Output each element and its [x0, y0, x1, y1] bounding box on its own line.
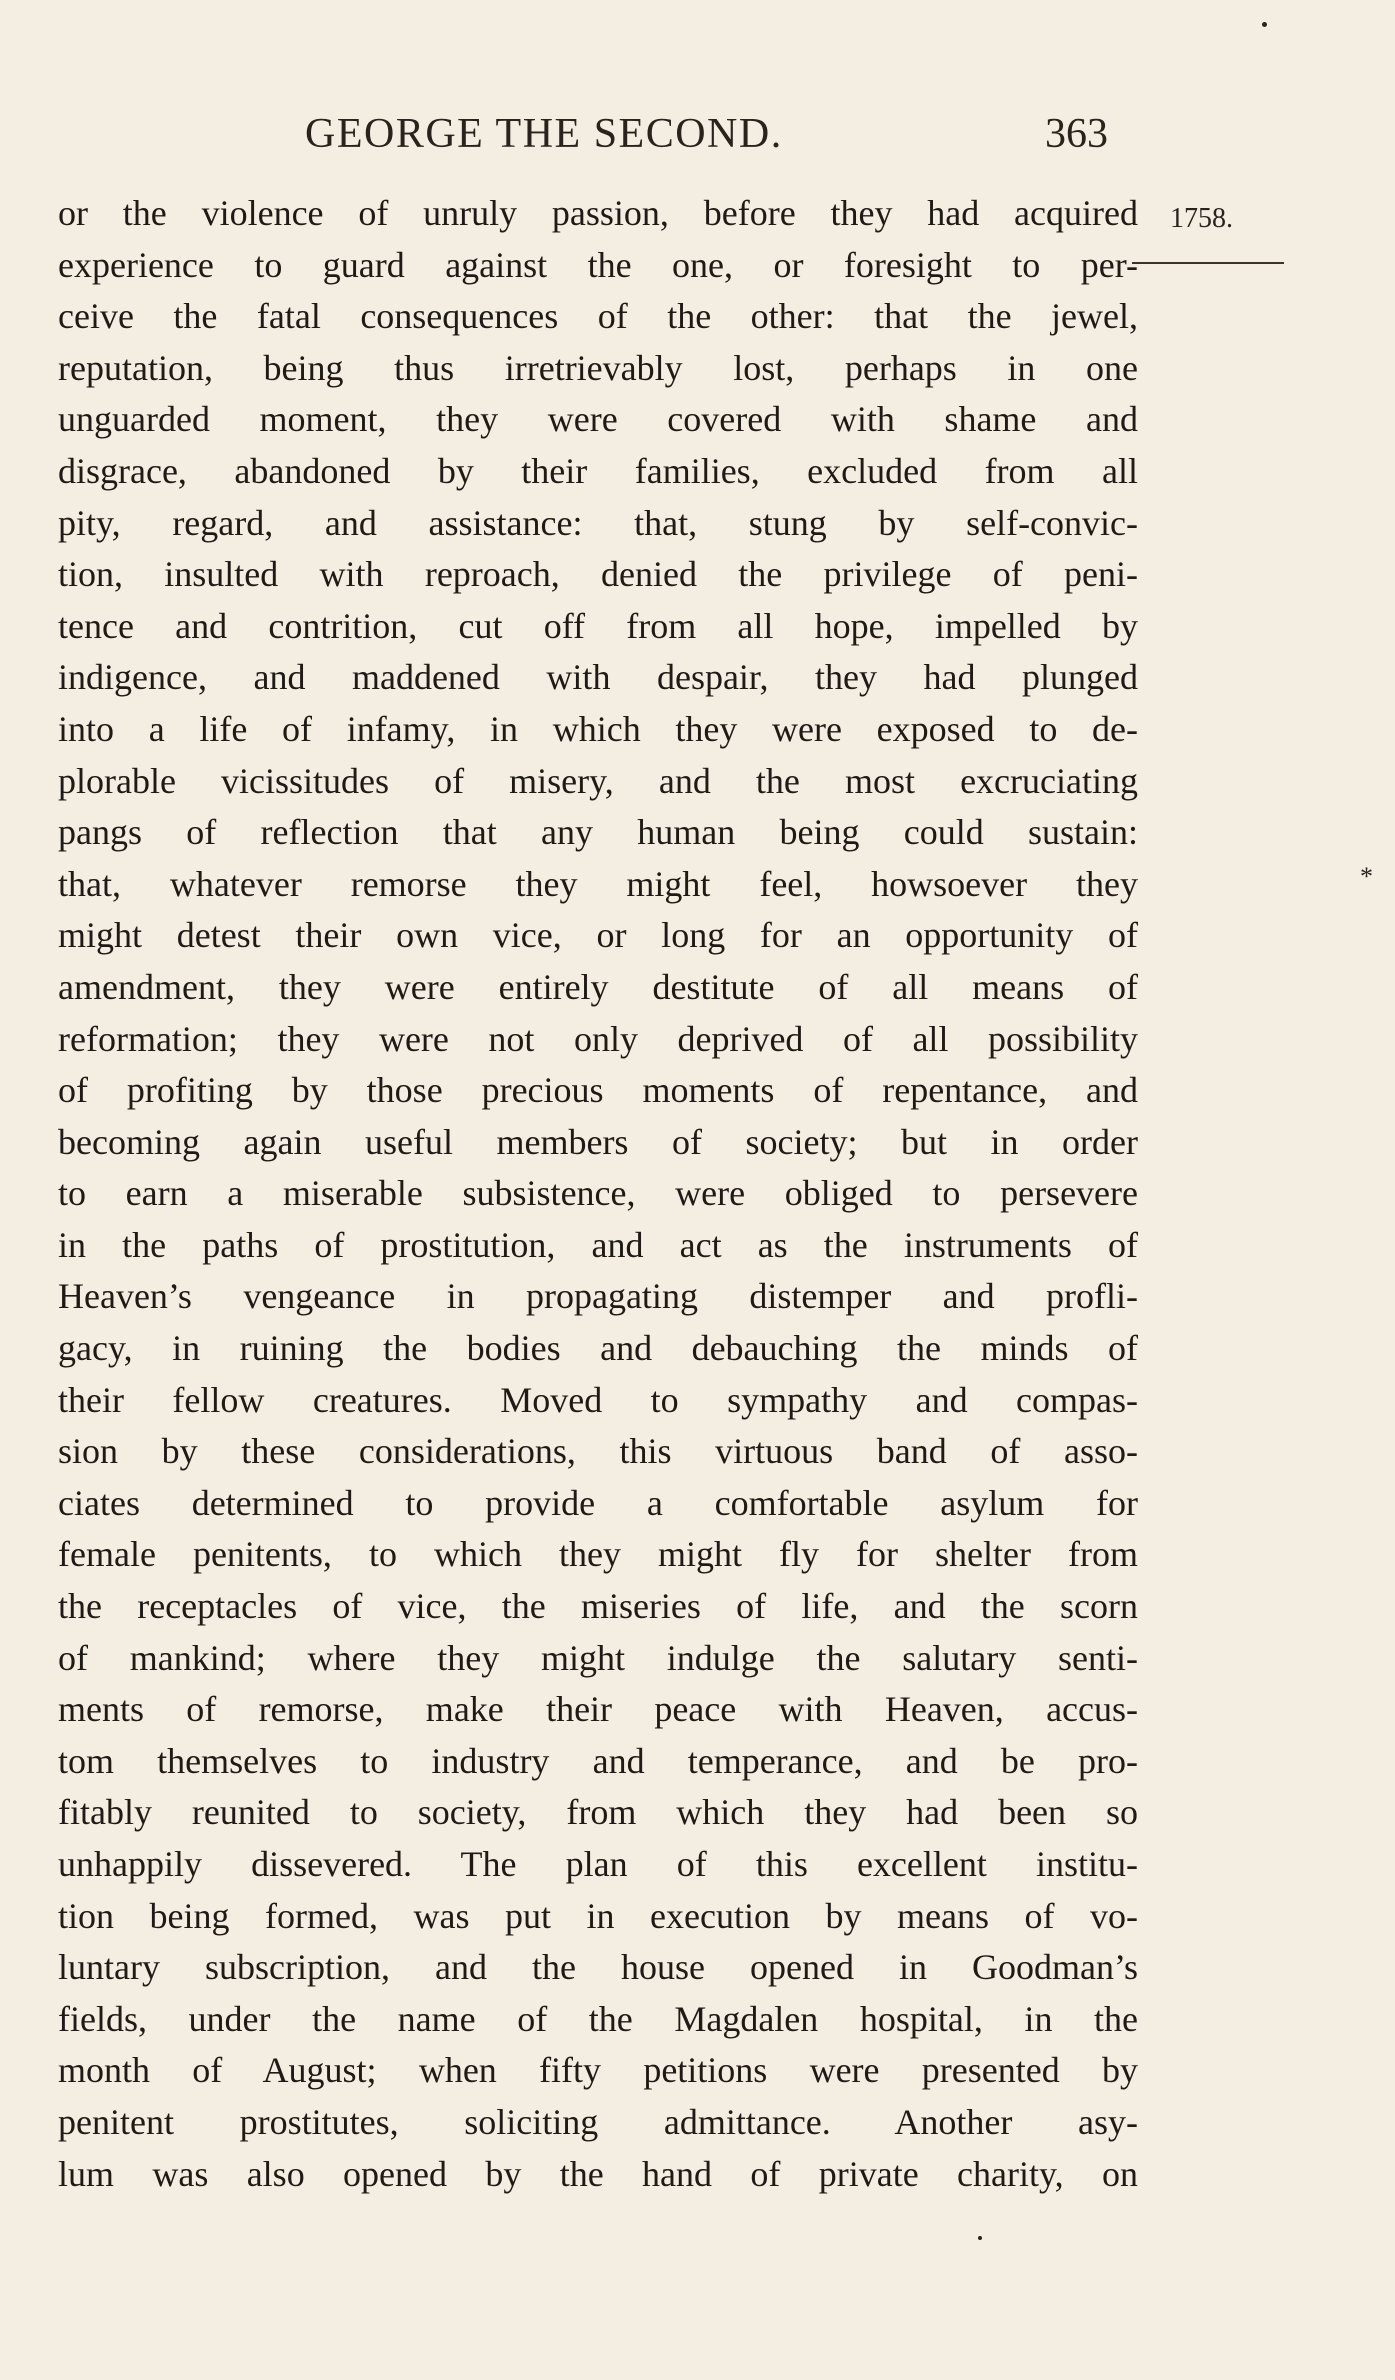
text-line: tion, insulted with reproach, denied the privilege of peni-	[58, 554, 1138, 595]
text-line: reformation; they were not only deprived of all possibility	[58, 1018, 1138, 1059]
text-line: indigence, and maddened with despair, they had plunged	[58, 657, 1138, 698]
text-line: sion by these considerations, this virtuous band of asso-	[58, 1431, 1138, 1472]
page-number: 363	[1045, 111, 1108, 157]
text-line: tion being formed, was put in execution by means of vo-	[58, 1895, 1138, 1936]
text-line: Heaven’s vengeance in propagating distemper and profli-	[58, 1276, 1138, 1317]
text-line: becoming again useful members of society; but in order	[58, 1121, 1138, 1162]
text-line: fields, under the name of the Magdalen hospital, in the	[58, 1998, 1138, 2039]
ink-speck	[1262, 22, 1267, 27]
text-line: fitably reunited to society, from which they had been so	[58, 1792, 1138, 1833]
text-line: ciates determined to provide a comfortable asylum for	[58, 1482, 1138, 1523]
text-line: might detest their own vice, or long for an opportunity of	[58, 915, 1138, 956]
text-line: penitent prostitutes, soliciting admittance. Another asy-	[58, 2101, 1138, 2142]
text-line: or the violence of unruly passion, before they had acquired	[58, 193, 1138, 233]
text-line: ments of remorse, make their peace with Heaven, accus-	[58, 1689, 1138, 1730]
text-line: disgrace, abandoned by their families, excluded from all	[58, 450, 1138, 491]
text-line: pity, regard, and assistance: that, stung by self-convic-	[58, 502, 1138, 543]
text-line: month of August; when fifty petitions were presented by	[58, 2050, 1138, 2091]
text-line: in the paths of prostitution, and act as the instruments of	[58, 1224, 1138, 1265]
text-line: that, whatever remorse they might feel, howsoever they	[58, 863, 1138, 904]
running-title: GEORGE THE SECOND.	[305, 111, 783, 157]
margin-mark: *	[1360, 862, 1373, 891]
text-line: into a life of infamy, in which they were exposed to de-	[58, 708, 1138, 749]
text-line: tence and contrition, cut off from all hope, impelled by	[58, 605, 1138, 646]
body-text	[58, 188, 1138, 2200]
text-line: of profiting by those precious moments of repentance, and	[58, 1070, 1138, 1111]
margin-year-note: 1758.	[1170, 203, 1233, 234]
text-line: amendment, they were entirely destitute of all means of	[58, 966, 1138, 1007]
text-line: pangs of reflection that any human being could sustain:	[58, 812, 1138, 853]
text-line: their fellow creatures. Moved to sympathy and compas-	[58, 1379, 1138, 1420]
text-line: female penitents, to which they might fly for shelter from	[58, 1534, 1138, 1575]
text-line: gacy, in ruining the bodies and debauching the minds of	[58, 1328, 1138, 1369]
text-line: the receptacles of vice, the miseries of life, and the scorn	[58, 1586, 1138, 1627]
ink-speck	[978, 2236, 982, 2240]
text-line: unhappily dissevered. The plan of this excellent institu-	[58, 1844, 1138, 1884]
margin-rule	[1132, 262, 1284, 264]
text-line: experience to guard against the one, or foresight to per-	[58, 244, 1138, 285]
text-line: to earn a miserable subsistence, were obliged to persevere	[58, 1173, 1138, 1214]
text-line: ceive the fatal consequences of the other: that the jewel,	[58, 296, 1138, 337]
text-line: luntary subscription, and the house opened in Goodman’s	[58, 1947, 1138, 1988]
text-line: reputation, being thus irretrievably lost, perhaps in one	[58, 347, 1138, 388]
text-line: of mankind; where they might indulge the salutary senti-	[58, 1637, 1138, 1678]
text-line: plorable vicissitudes of misery, and the most excruciating	[58, 760, 1138, 801]
text-line: unguarded moment, they were covered with shame and	[58, 399, 1138, 440]
text-line: tom themselves to industry and temperance, and be pro-	[58, 1740, 1138, 1781]
text-line: lum was also opened by the hand of private charity, on	[58, 2153, 1138, 2194]
